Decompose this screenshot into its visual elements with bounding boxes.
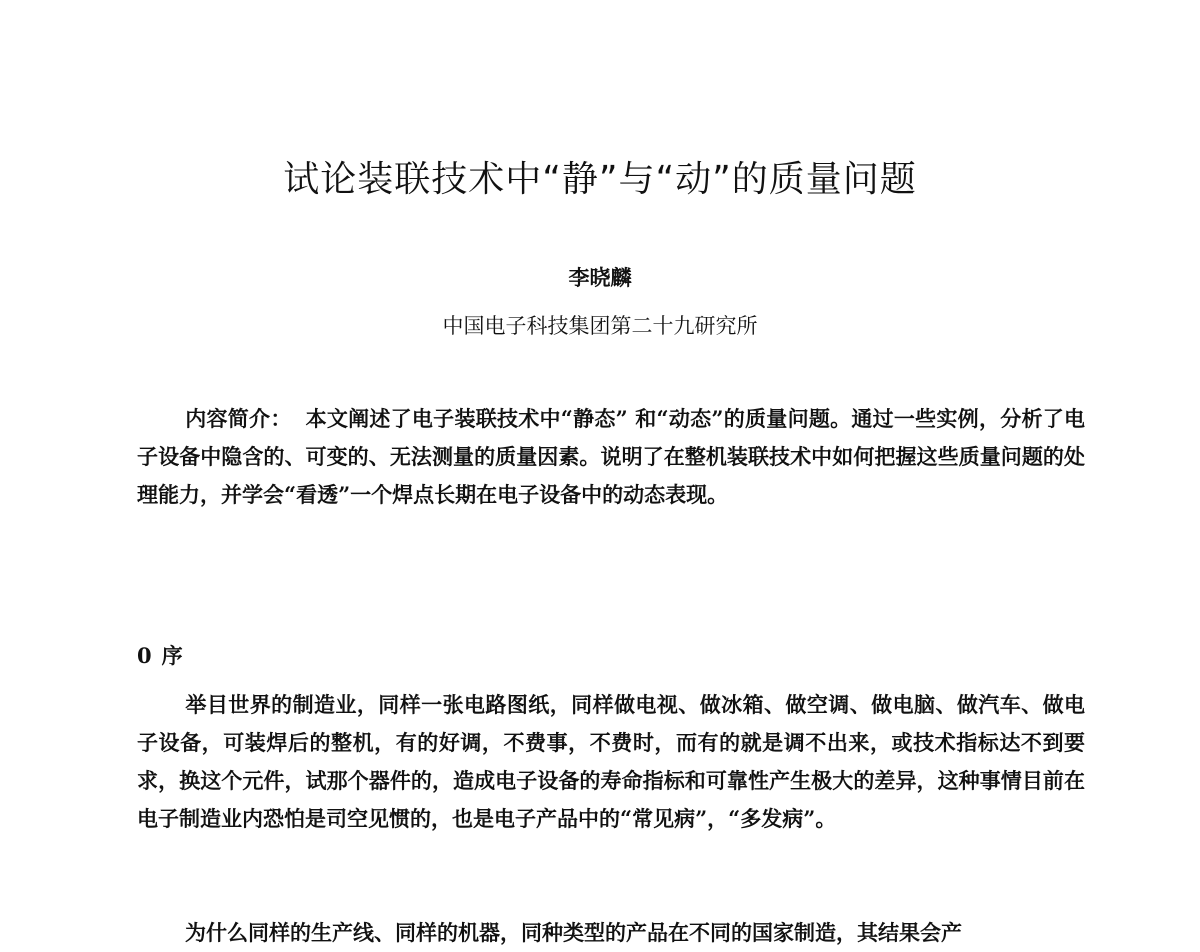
paragraph-text: 为什么同样的生产线、同样的机器，同种类型的产品在不同的国家制造，其结果会产 bbox=[185, 920, 962, 945]
abstract bbox=[137, 400, 1085, 514]
abstract-label: 内容简介： bbox=[185, 406, 292, 431]
abstract-text: 本文阐述了电子装联技术中“静态” 和“动态”的质量问题。通过一些实例，分析了电子设备中隐含的、可变的、无法测量的质量因素。说明了在整机装联技术中如何把握这些质量问题的处理能力，并学会“看透”一个焊点长期在电子设备中的动态表现。 bbox=[137, 406, 1086, 507]
section-title: 序 bbox=[161, 643, 183, 668]
body-paragraph bbox=[137, 686, 1085, 838]
paper-title: 试论装联技术中“静”与“动”的质量问题 bbox=[283, 159, 917, 200]
author-name: 李晓麟 bbox=[568, 265, 632, 290]
section-number: 0 bbox=[137, 643, 152, 668]
paragraph-text: 举目世界的制造业，同样一张电路图纸，同样做电视、做冰箱、做空调、做电脑、做汽车、做电子设备，可装焊后的整机，有的好调，不费事，不费时，而有的就是调不出来，或技术指标达不到要求，换这个元件，试那个器件的，造成电子设备的寿命指标和可靠性产生极大的差异，这种事情目前在电子制造业内恐怕是司空见惯的，也是电子产品中的“常见病”，“多发病”。 bbox=[137, 692, 1085, 831]
body-paragraph bbox=[137, 914, 1085, 952]
section-heading bbox=[137, 637, 183, 675]
author-affiliation: 中国电子科技集团第二十九研究所 bbox=[442, 314, 758, 338]
